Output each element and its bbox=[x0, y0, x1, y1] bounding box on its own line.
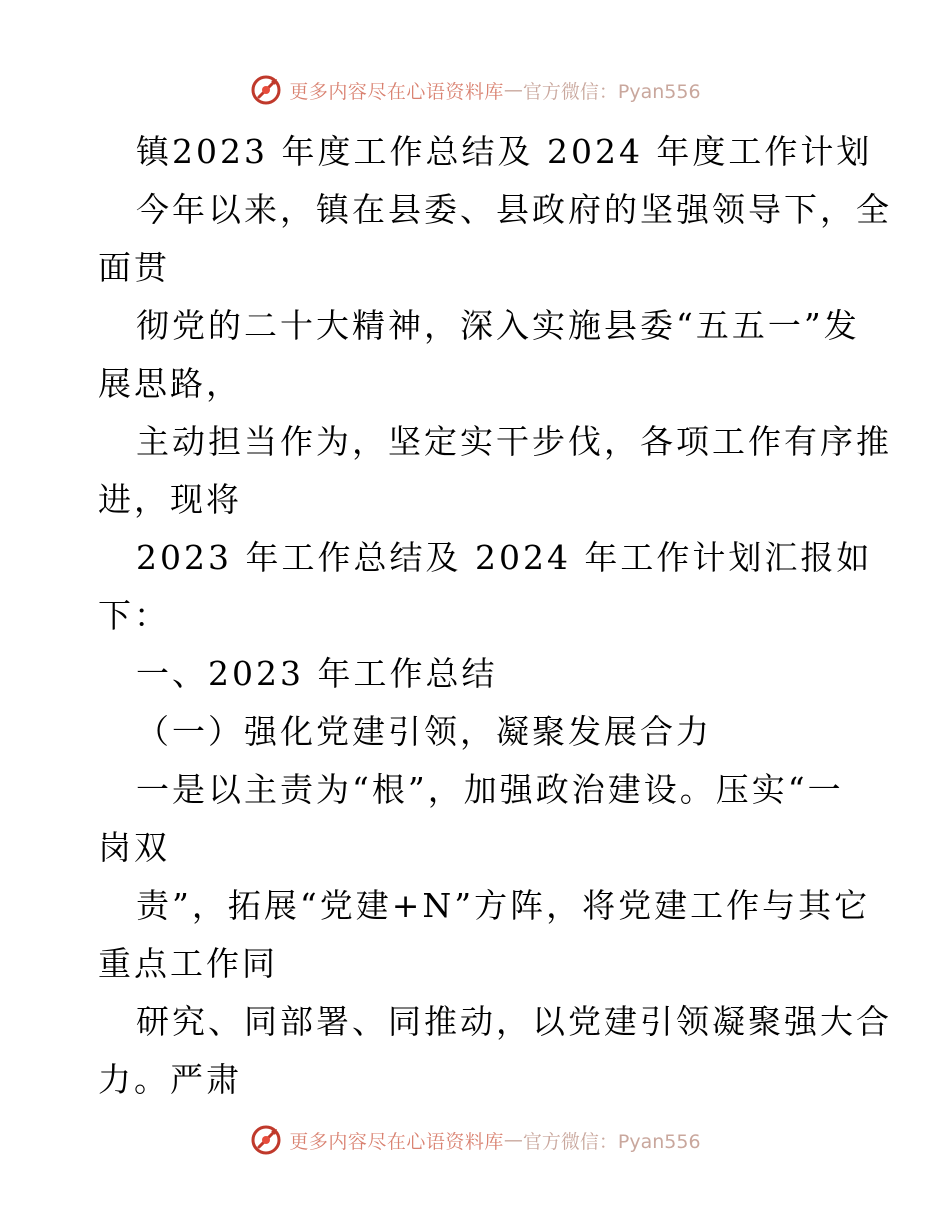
text-line: 展思路， bbox=[98, 364, 242, 403]
text-line: 2023 年工作总结及 2024 年工作计划汇报如 bbox=[136, 538, 873, 577]
text-line: 面贯 bbox=[98, 248, 170, 287]
watermark-footer bbox=[0, 1120, 950, 1160]
logo-icon bbox=[249, 1123, 283, 1157]
watermark-dash: — bbox=[503, 79, 523, 101]
text-line: 一是以主责为“根”，加强政治建设。压实“一 bbox=[136, 770, 844, 809]
text-line: 镇2023 年度工作总结及 2024 年度工作计划 bbox=[136, 132, 873, 171]
text-line: 下： bbox=[98, 596, 170, 635]
text-line: 岗双 bbox=[98, 828, 170, 867]
watermark-sub-text: 官方微信：Pyan556 bbox=[522, 80, 701, 103]
text-line: 重点工作同 bbox=[98, 944, 278, 983]
text-line: 今年以来，镇在县委、县政府的坚强领导下，全 bbox=[136, 190, 892, 229]
text-line: 力。严肃 bbox=[98, 1060, 242, 1099]
text-line: 进，现将 bbox=[98, 480, 242, 519]
document-body bbox=[98, 123, 892, 1109]
watermark-main-text: 更多内容尽在心语资料库 bbox=[289, 1130, 504, 1153]
watermark-sub-text: 官方微信：Pyan556 bbox=[522, 1130, 701, 1153]
watermark-main-text: 更多内容尽在心语资料库 bbox=[289, 80, 504, 103]
watermark-dash: — bbox=[503, 1129, 523, 1151]
watermark-header bbox=[0, 70, 950, 110]
logo-icon bbox=[249, 73, 283, 107]
text-line: 彻党的二十大精神，深入实施县委“五五一”发 bbox=[136, 306, 860, 345]
text-line: 研究、同部署、同推动，以党建引领凝聚强大合 bbox=[136, 1002, 892, 1041]
text-line: 一、2023 年工作总结 bbox=[136, 654, 498, 693]
text-line: 主动担当作为，坚定实干步伐，各项工作有序推 bbox=[136, 422, 892, 461]
text-line: 责”，拓展“党建+N”方阵，将党建工作与其它 bbox=[136, 886, 871, 925]
text-line: （一）强化党建引领，凝聚发展合力 bbox=[136, 712, 712, 751]
